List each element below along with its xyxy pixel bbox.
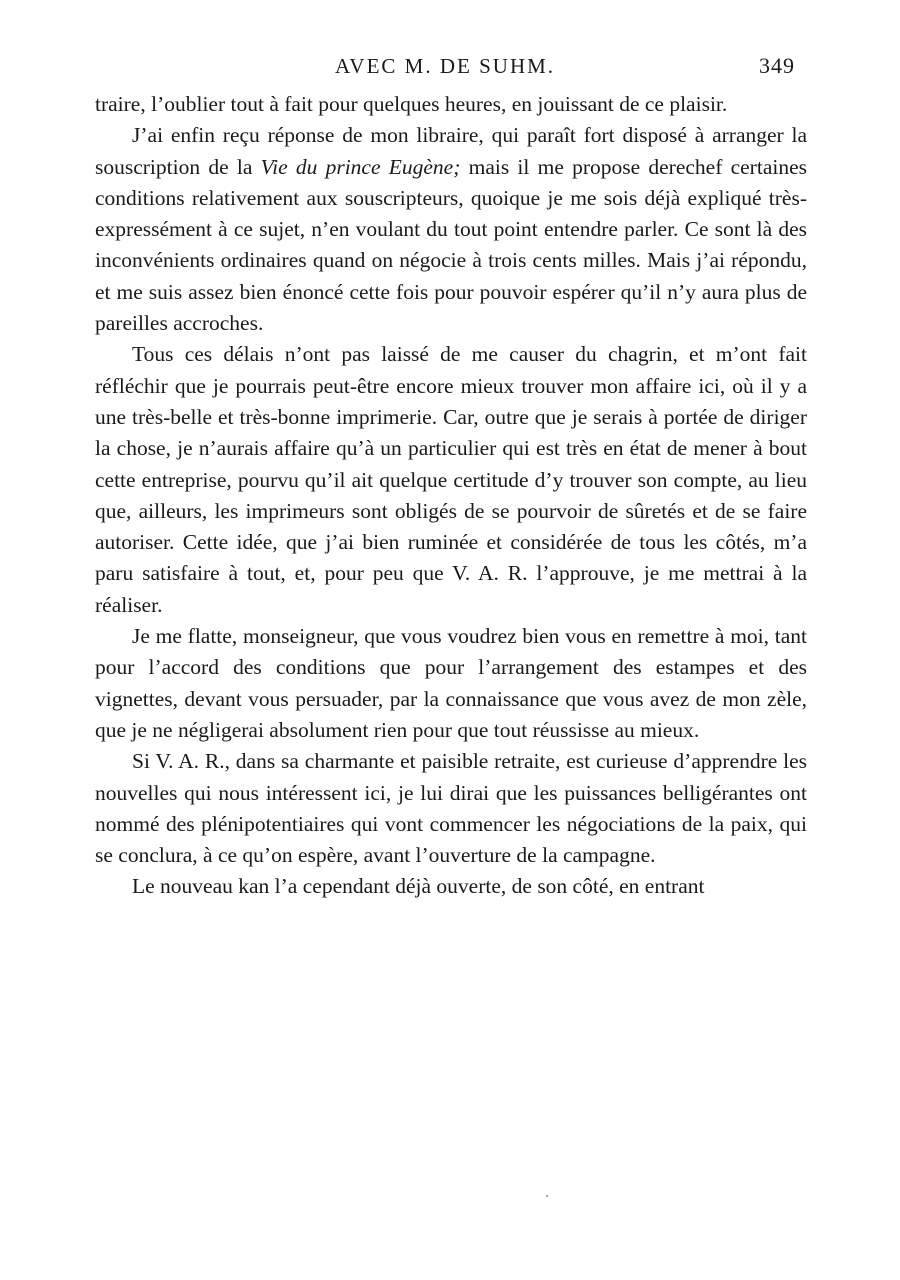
paragraph-3: Tous ces délais n’ont pas laissé de me causer du chagrin, et m’ont fait réfléchir que je pourrais peut-être encore mieux trouver mon affaire ici, où il y a une très-belle et très-bonne imprimerie. Car, outre que je serais à portée de diriger la chose, je n’aurais affaire qu’à un particulier qui est très en état de mener à bout cette entreprise, pourvu qu’il ait quelque certitude d’y trouver son compte, au lieu que, ailleurs, les imprimeurs sont obligés de se pourvoir de sûretés et de se faire autoriser. Cette idée, que j’ai bien ruminée et considérée de tous les côtés, m’a paru satisfaire à tout, et, pour peu que V. A. R. l’approuve, je me mettrai à la réaliser. — [95, 342, 807, 617]
paragraph-2 — [95, 120, 807, 339]
paragraph-2-part-1: J’ai enfin reçu réponse de mon libraire, qui paraît fort disposé à arranger la souscription de la — [95, 123, 807, 179]
paper-speck — [546, 1195, 548, 1197]
paragraph-4: Je me flatte, monseigneur, que vous voudrez bien vous en remettre à moi, tant pour l’accord des conditions que pour l’arrangement des estampes et des vignettes, devant vous persuader, par la connaissance que vous avez de mon zèle, que je ne négligerai absolument rien pour que tout réussisse au mieux. — [95, 624, 807, 742]
body-text — [95, 89, 807, 903]
running-head — [95, 50, 795, 82]
running-title: AVEC M. DE SUHM. — [334, 54, 556, 78]
paragraph-5: Si V. A. R., dans sa charmante et paisible retraite, est curieuse d’apprendre les nouvelles qui nous intéressent ici, je lui dirai que les puissances belligérantes ont nommé des plénipotentiaires qui vont commencer les négociations de la paix, qui se conclura, à ce qu’on espère, avant l’ouverture de la campagne. — [95, 749, 807, 868]
page-number: 349 — [759, 53, 795, 78]
paragraph-2-part-2: mais il me propose derechef certaines conditions relativement aux souscripteurs, quoique je me sois déjà expliqué très-expressément à ce sujet, n’en voulant du tout point entendre parler. Ce sont là des inconvénients ordinaires quand on négocie à trois cents milles. Mais j’ai répondu, et me suis assez bien énoncé cette fois pour pouvoir espérer qu’il n’y aura plus de pareilles accroches. — [95, 154, 807, 336]
paragraph-1: traire, l’oublier tout à fait pour quelques heures, en jouissant de ce plaisir. — [95, 92, 728, 116]
book-title-italic: Vie du prince Eugène; — [260, 154, 461, 179]
paragraph-6: Le nouveau kan l’a cependant déjà ouverte, de son côté, en entrant — [132, 874, 705, 899]
